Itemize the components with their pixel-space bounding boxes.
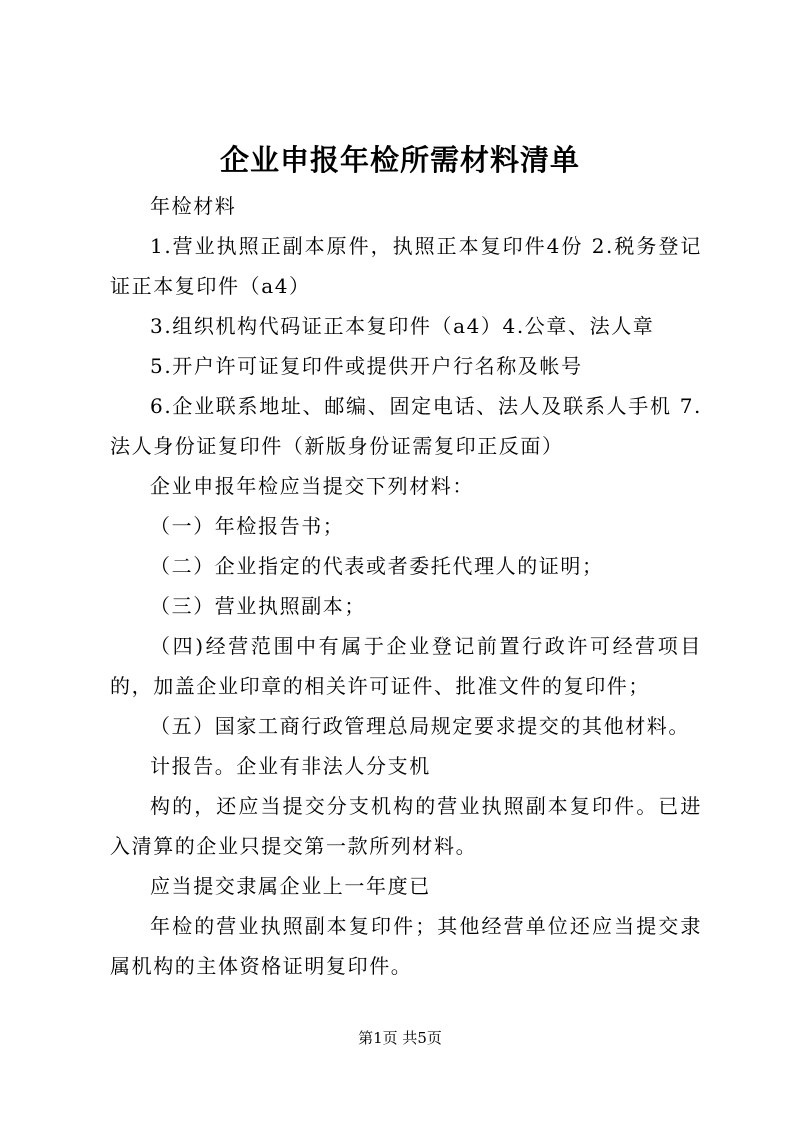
paragraph-list-3: （三）营业执照副本；: [150, 594, 366, 618]
paragraph-submission-intro: 企业申报年检应当提交下列材料：: [150, 474, 474, 498]
document-title: 企业申报年检所需材料清单: [219, 143, 580, 177]
page-footer: 第1页 共5页: [358, 1029, 442, 1047]
paragraph-list-4: （四)经营范围中有属于企业登记前置行政许可经营项目的，加盖企业印章的相关许可证件、批准文件的复印件；: [110, 634, 702, 698]
paragraph-annual-materials: 年检材料: [150, 194, 237, 218]
paragraph-list-1: （一）年检报告书；: [150, 514, 345, 538]
paragraph-affiliate-intro: 应当提交隶属企业上一年度已: [150, 874, 431, 898]
paragraph-item-1-2: 1.营业执照正副本原件，执照正本复印件4份 2.税务登记证正本复印件（a4）: [110, 234, 702, 298]
paragraph-item-3-4: 3.组织机构代码证正本复印件（a4）4.公章、法人章: [150, 314, 655, 338]
document-body: [110, 186, 702, 986]
paragraph-branch-intro: 计报告。企业有非法人分支机: [150, 754, 431, 778]
paragraph-branch-detail: 构的，还应当提交分支机构的营业执照副本复印件。已进入清算的企业只提交第一款所列材料。: [110, 794, 702, 858]
paragraph-list-5: （五）国家工商行政管理总局规定要求提交的其他材料。: [150, 714, 690, 738]
paragraph-affiliate-detail: 年检的营业执照副本复印件；其他经营单位还应当提交隶属机构的主体资格证明复印件。: [110, 914, 702, 978]
paragraph-item-5: 5.开户许可证复印件或提供开户行名称及帐号: [150, 354, 583, 378]
paragraph-item-6-7: 6.企业联系地址、邮编、固定电话、法人及联系人手机 7.法人身份证复印件（新版身份证需复印正反面）: [110, 394, 702, 458]
paragraph-list-2: （二）企业指定的代表或者委托代理人的证明；: [150, 554, 604, 578]
